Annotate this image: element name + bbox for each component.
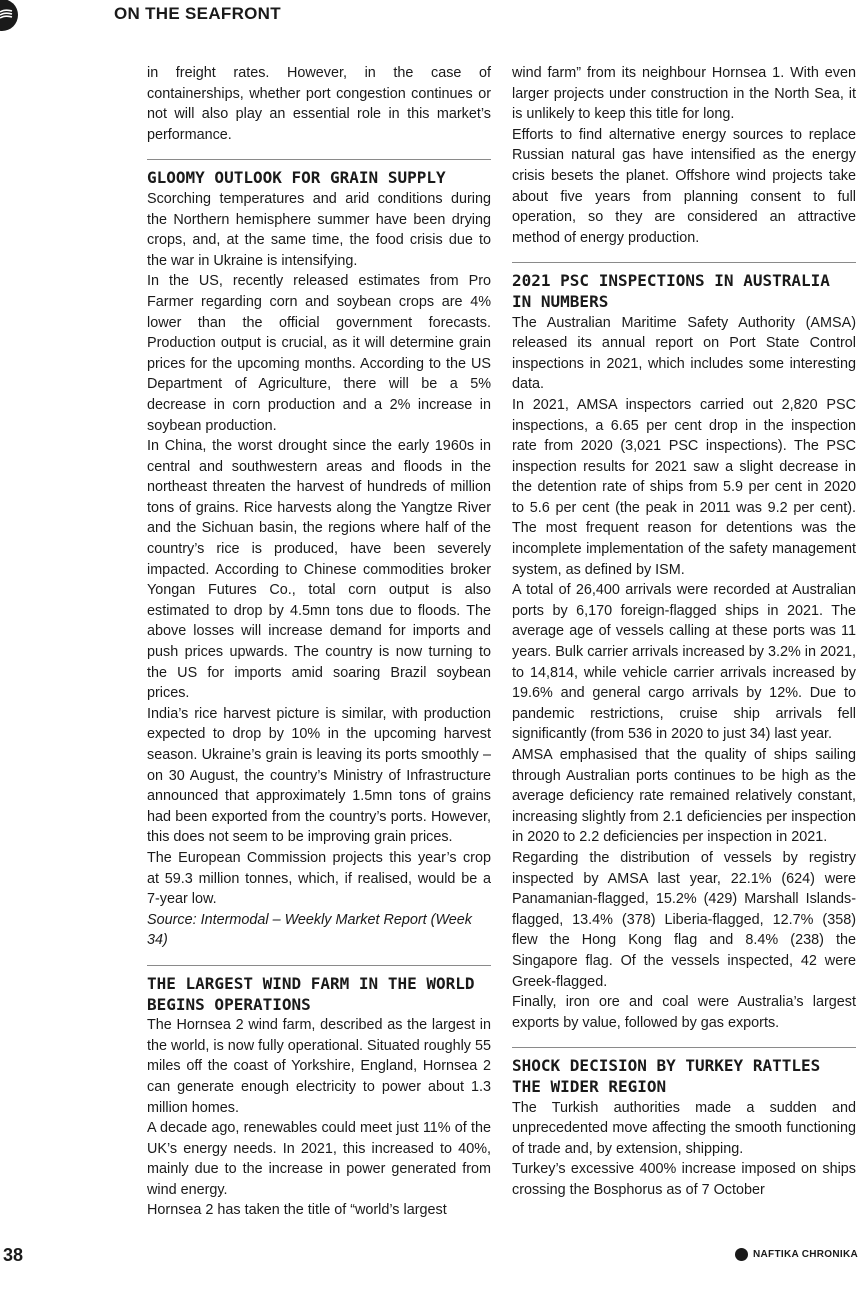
brand-name: NAFTIKA CHRONIKA (753, 1249, 858, 1260)
article-paragraph: In the US, recently released estimates from Pro Farmer regarding corn and soybean crops are 4% lower than the official government forecasts. Production output is crucial, as it will determine grain prices for the upcoming months. According to the US Department of Agriculture, there will be a 5% decrease in corn production and a 2% increase in soybean production. (147, 273, 491, 434)
article-paragraph: The Turkish authorities made a sudden and unprecedented move affecting the smooth functioning of trade and, by extension, shipping. (512, 1099, 856, 1157)
continued-paragraph: in freight rates. However, in the case of containerships, whether port congestion continues or not will also play an essential role in this market’s performance. (147, 65, 491, 143)
right-column (512, 63, 856, 1200)
article-divider (147, 965, 491, 966)
page-header (0, 0, 860, 32)
article-paragraph: The Australian Maritime Safety Authority (AMSA) released its annual report on Port State Control inspections in 2021, which includes some interesting data. (512, 314, 856, 393)
article-paragraph: Efforts to find alternative energy sources to replace Russian natural gas have intensified as the energy crisis besets the planet. Offshore wind projects take about five years from planning consent to full operation, so they are considered an attractive method of energy production. (512, 126, 856, 246)
continued-paragraph: wind farm” from its neighbour Hornsea 1. With even larger projects under construction in the North Sea, it is unlikely to keep this title for long. (512, 65, 856, 123)
article-paragraph: The Hornsea 2 wind farm, described as the largest in the world, is now fully operational. Situated roughly 55 miles off the coast of Yorkshire, England, Hornsea 2 can generate enough electricity to power about 1.3 million homes. (147, 1017, 491, 1116)
article-paragraph: Regarding the distribution of vessels by registry inspected by AMSA last year, 22.1% (624) were Panamanian-flagged, 15.2% (429) Marshall Islands-flagged, 13.4% (378) Liberia-flagged, 12.7% (358) flew the Hong Kong flag and 8.4% (238) the Singapore flag. Of the vessels inspected, 42 were Greek-flagged. (512, 849, 856, 990)
article-paragraph: A decade ago, renewables could meet just 11% of the UK’s energy needs. In 2021, this increased to 40%, mainly due to the increase in power generated from wind energy. (147, 1120, 491, 1198)
article-heading-grain: GLOOMY OUTLOOK FOR GRAIN SUPPLY (147, 168, 446, 188)
article-heading-wind-farm: THE LARGEST WIND FARM IN THE WORLD BEGINS OPERATIONS (147, 973, 475, 1014)
article-paragraph: Finally, iron ore and coal were Australia’s largest exports by value, followed by gas exports. (512, 994, 856, 1031)
magazine-logo-icon (0, 0, 18, 31)
article-heading-psc: 2021 PSC INSPECTIONS IN AUSTRALIA IN NUMBERS (512, 271, 830, 311)
article-heading-turkey: SHOCK DECISION BY TURKEY RATTLES THE WIDER REGION (512, 1056, 821, 1096)
article-paragraph: In China, the worst drought since the early 1960s in central and southwestern areas and floods in the northeast threaten the harvest of hundreds of million tons of grains. Rice harvests along the Yangtze River and the Sichuan basin, the regions where half of the country’s rice is produced, have been severely impacted. According to Chinese commodities broker Yongan Futures Co., total corn output is also estimated to drop by 4.5mn tons due to floods. The above losses will increase demand for imports and push prices upwards. The country is now turning to the US for imports amid soaring Brazil soybean prices. (147, 438, 491, 702)
article-divider (512, 1047, 856, 1048)
article-source: Source: Intermodal – Weekly Market Report (Week 34) (147, 911, 472, 949)
section-title: ON THE SEAFRONT (114, 4, 281, 23)
brand-logo-icon (735, 1248, 748, 1261)
article-paragraph: The European Commission projects this year’s crop at 59.3 million tonnes, which, if realised, would be a 7-year low. (147, 849, 491, 908)
article-paragraph: Scorching temperatures and arid conditions during the Northern hemisphere summer have been drying crops, and, at the same time, the food crisis due to the war in Ukraine is intensifying. (147, 190, 491, 269)
footer-brand (735, 1248, 858, 1261)
article-paragraph: AMSA emphasised that the quality of ships sailing through Australian ports continues to be high as the average deficiency rate remained relatively constant, increasing slightly from 2.1 deficiencies per inspection in 2020 to 2.2 deficiencies per inspection in 2021. (512, 747, 856, 846)
article-divider (147, 159, 491, 160)
article-paragraph: Turkey’s excessive 400% increase imposed on ships crossing the Bosphorus as of 7 October (512, 1161, 856, 1198)
left-column (147, 63, 491, 1221)
article-paragraph: In 2021, AMSA inspectors carried out 2,820 PSC inspections, a 6.65 per cent drop in the inspection rate from 2020 (3,021 PSC inspections). The PSC inspection results for 2021 saw a slight decrease in the detention rate of ships from 5.9 per cent in 2020 to 5.6 per cent (the peak in 2011 was 9.2 per cent). The most frequent reason for detentions was the incomplete implementation of the safety management system, as defined by ISM. (512, 396, 856, 578)
page-number: 38 (3, 1245, 24, 1265)
article-paragraph: A total of 26,400 arrivals were recorded at Australian ports by 6,170 foreign-flagged ships in 2021. The average age of vessels calling at these ports was 11 years. Bulk carrier arrivals increased by 3.2% in 2021, to 14,814, while vehicle carrier arrivals increased by 19.6% and general cargo arrivals by 12%. Due to pandemic restrictions, cruise ship arrivals fell significantly (from 536 in 2020 to just 34) last year. (512, 582, 856, 743)
article-paragraph: India’s rice harvest picture is similar, with production expected to drop by 10% in the upcoming harvest season. Ukraine’s grain is leaving its ports smoothly – on 30 August, the country’s Ministry of Infrastructure announced that approximately 1.5mn tons of grains had been exported from the country’s ports. However, this does not seem to be improving grain prices. (147, 705, 491, 846)
article-paragraph: Hornsea 2 has taken the title of “world’s largest (147, 1202, 447, 1219)
article-divider (512, 262, 856, 263)
